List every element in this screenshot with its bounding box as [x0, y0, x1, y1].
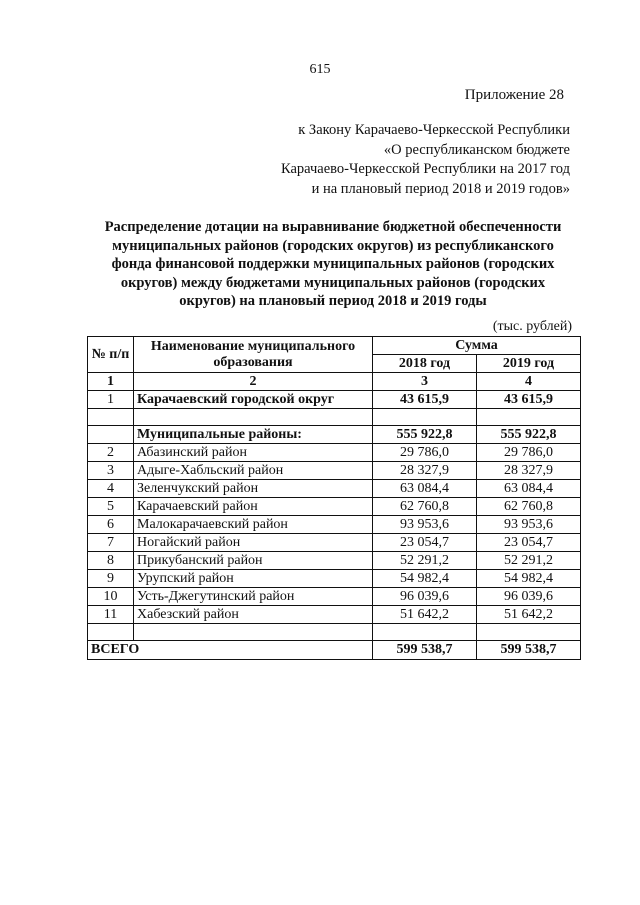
- row-value-2019: 93 953,6: [477, 516, 581, 534]
- law-reference: [281, 121, 570, 199]
- row-name: Прикубанский район: [134, 552, 373, 570]
- row-value-2019: 43 615,9: [477, 391, 581, 409]
- document-title: [90, 218, 576, 311]
- row-name: Карачаевский городской округ: [134, 391, 373, 409]
- district-row: [88, 552, 581, 570]
- law-reference-line: к Закону Карачаево-Черкесской Республики: [298, 122, 570, 138]
- row-value-2019: 62 760,8: [477, 498, 581, 516]
- row-value-2019: 52 291,2: [477, 552, 581, 570]
- title-line: муниципальных районов (городских округов) из республиканского: [112, 237, 554, 254]
- district-row: [88, 570, 581, 588]
- row-name: Ногайский район: [134, 534, 373, 552]
- row-num: 6: [88, 516, 134, 534]
- row-value-2019: 63 084,4: [477, 480, 581, 498]
- row-num: 5: [88, 498, 134, 516]
- district-row: [88, 480, 581, 498]
- row-value-2018: 63 084,4: [373, 480, 477, 498]
- header-num: № п/п: [88, 337, 134, 373]
- district-row: [88, 462, 581, 480]
- law-reference-line: и на плановый период 2018 и 2019 годов»: [311, 180, 570, 197]
- district-row: [88, 588, 581, 606]
- column-number: 1: [88, 373, 134, 391]
- row-name: Абазинский район: [134, 444, 373, 462]
- row-value-2018: 93 953,6: [373, 516, 477, 534]
- grand-total-row: [88, 641, 581, 660]
- districts-total-row: [88, 426, 581, 444]
- districts-total-2019: 555 922,8: [477, 426, 581, 444]
- grand-total-2018: 599 538,7: [373, 641, 477, 660]
- grand-total-label: ВСЕГО: [88, 641, 134, 660]
- city-row: [88, 391, 581, 409]
- row-name: Зеленчукский район: [134, 480, 373, 498]
- page-number: 615: [309, 62, 331, 77]
- row-value-2018: 52 291,2: [373, 552, 477, 570]
- row-value-2019: 51 642,2: [477, 606, 581, 624]
- district-row: [88, 606, 581, 624]
- row-num: 10: [88, 588, 134, 606]
- unit-label: (тыс. рублей): [492, 319, 572, 334]
- header-sum: Сумма: [373, 337, 581, 355]
- row-value-2018: 28 327,9: [373, 462, 477, 480]
- appendix-label: Приложение 28: [464, 87, 564, 103]
- law-reference-line: «О республиканском бюджете: [383, 141, 570, 158]
- row-value-2019: 28 327,9: [477, 462, 581, 480]
- law-reference-line: Карачаево-Черкесской Республики на 2017 год: [280, 161, 570, 177]
- title-line: Распределение дотации на выравнивание бюджетной обеспеченности: [104, 219, 562, 235]
- header-year-2019: 2019 год: [477, 355, 581, 373]
- row-num: 1: [88, 391, 134, 409]
- column-number: 4: [477, 373, 581, 391]
- title-line: округов) на плановый период 2018 и 2019 годы: [179, 293, 487, 309]
- row-num: 11: [88, 606, 134, 624]
- row-num: 9: [88, 570, 134, 588]
- row-num: 4: [88, 480, 134, 498]
- row-num: 2: [88, 444, 134, 462]
- row-value-2018: 43 615,9: [373, 391, 477, 409]
- row-value-2019: 29 786,0: [477, 444, 581, 462]
- district-row: [88, 516, 581, 534]
- header-year-2018: 2018 год: [373, 355, 477, 373]
- row-name: Усть-Джегутинский район: [134, 588, 373, 606]
- district-row: [88, 534, 581, 552]
- row-name: Урупский район: [134, 570, 373, 588]
- blank-row: [88, 409, 581, 426]
- row-value-2019: 96 039,6: [477, 588, 581, 606]
- row-value-2018: 23 054,7: [373, 534, 477, 552]
- row-name: Карачаевский район: [134, 498, 373, 516]
- row-value-2018: 54 982,4: [373, 570, 477, 588]
- row-value-2018: 62 760,8: [373, 498, 477, 516]
- row-num: 3: [88, 462, 134, 480]
- district-row: [88, 498, 581, 516]
- row-value-2018: 51 642,2: [373, 606, 477, 624]
- column-number: 3: [373, 373, 477, 391]
- row-value-2018: 29 786,0: [373, 444, 477, 462]
- row-num: 7: [88, 534, 134, 552]
- row-name: Малокарачаевский район: [134, 516, 373, 534]
- title-line: округов) между бюджетами муниципальных районов (городских: [120, 274, 546, 291]
- row-name: Хабезский район: [134, 606, 373, 624]
- district-row: [88, 444, 581, 462]
- header-name: Наименование муниципального образования: [134, 337, 373, 373]
- grand-total-2019: 599 538,7: [477, 641, 581, 660]
- row-value-2018: 96 039,6: [373, 588, 477, 606]
- distribution-table: [87, 336, 581, 660]
- row-name: Адыге-Хабльский район: [134, 462, 373, 480]
- districts-total-name: Муниципальные районы:: [134, 426, 373, 444]
- row-num: 8: [88, 552, 134, 570]
- row-value-2019: 54 982,4: [477, 570, 581, 588]
- districts-total-2018: 555 922,8: [373, 426, 477, 444]
- title-line: фонда финансовой поддержки муниципальных районов (городских: [111, 256, 555, 272]
- row-value-2019: 23 054,7: [477, 534, 581, 552]
- blank-row: [88, 624, 581, 641]
- column-number: 2: [134, 373, 373, 391]
